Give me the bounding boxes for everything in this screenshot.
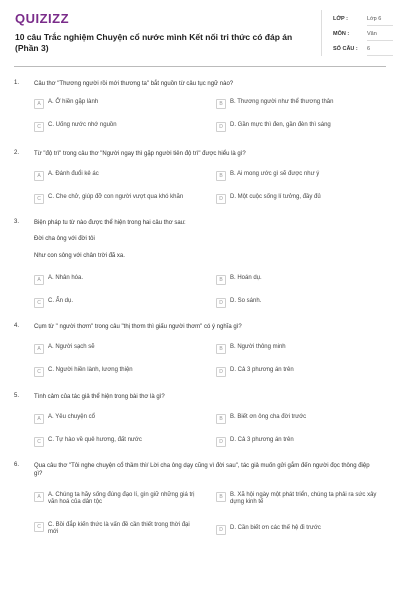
option-letter-box: C: [34, 122, 44, 132]
option-letter-box: D: [216, 194, 226, 204]
option-letter-box: C: [34, 522, 44, 532]
question-number: 6.: [14, 462, 20, 468]
option-letter-box: C: [34, 437, 44, 447]
option-letter-box: C: [34, 367, 44, 377]
header-rule: [14, 66, 386, 67]
option-letter-box: A: [34, 492, 44, 502]
question-number: 3.: [14, 219, 20, 225]
option-letter-box: B: [216, 344, 226, 354]
subject-value: Văn: [367, 31, 377, 37]
question-stem: Câu thơ "Thương người rồi mới thương ta" bắt nguồn từ câu tục ngữ nào?: [34, 81, 234, 87]
question-stem: Cụm từ " người thơm" trong câu "thị thơm thì giấu người thơm" có ý nghĩa gì?: [34, 324, 242, 330]
quoted-line-2: Như con sông với chân trời đã xa.: [34, 253, 125, 259]
question-number: 4.: [14, 323, 20, 329]
option-letter-box: A: [34, 171, 44, 181]
header-divider: [321, 10, 322, 56]
option-letter-box: D: [216, 437, 226, 447]
subject-label: MÔN :: [333, 31, 350, 37]
option-letter-box: A: [34, 275, 44, 285]
option-letter-box: A: [34, 99, 44, 109]
quizizz-logo: QUIZIZZ: [15, 11, 70, 26]
question-number: 2.: [14, 150, 20, 156]
option-letter-box: C: [34, 298, 44, 308]
question-number: 1.: [14, 80, 20, 86]
option-letter-box: B: [216, 275, 226, 285]
count-value: 6: [367, 46, 371, 52]
worksheet-title: 10 câu Trắc nghiệm Chuyện cổ nước mình Kết nối tri thức có đáp án (Phần 3): [15, 32, 293, 53]
worksheet-header: [0, 0, 400, 70]
question-stem: Biện pháp tu từ nào được thể hiện trong hai câu thơ sau:: [34, 220, 186, 226]
option-letter-box: A: [34, 344, 44, 354]
class-label: LỚP :: [333, 16, 348, 22]
option-letter-box: D: [216, 298, 226, 308]
question-stem: Tình cảm của tác giả thể hiện trong bài thơ là gì?: [34, 394, 165, 400]
option-letter-box: C: [34, 194, 44, 204]
option-letter-box: D: [216, 122, 226, 132]
option-letter-box: B: [216, 492, 226, 502]
option-letter-box: B: [216, 171, 226, 181]
option-letter-box: D: [216, 367, 226, 377]
quoted-line-1: Đời cha ông với đời tôi: [34, 236, 95, 242]
option-letter-box: A: [34, 414, 44, 424]
option-letter-box: D: [216, 525, 226, 535]
option-letter-box: B: [216, 414, 226, 424]
question-stem: Từ "độ trì" trong câu thơ "Người ngay thì gặp người tiên độ trì" được hiểu là gì?: [34, 151, 246, 157]
class-value: Lớp 6: [367, 16, 382, 22]
option-letter-box: B: [216, 99, 226, 109]
question-stem: Qua câu thơ "Tôi nghe chuyện cổ thầm thì/ Lời cha ông dạy cũng vì đời sau", tác giả muốn gửi gắm đến người đọc thông điệp gì?: [34, 463, 370, 477]
count-label: SỐ CÂU :: [333, 46, 358, 52]
question-number: 5.: [14, 393, 20, 399]
